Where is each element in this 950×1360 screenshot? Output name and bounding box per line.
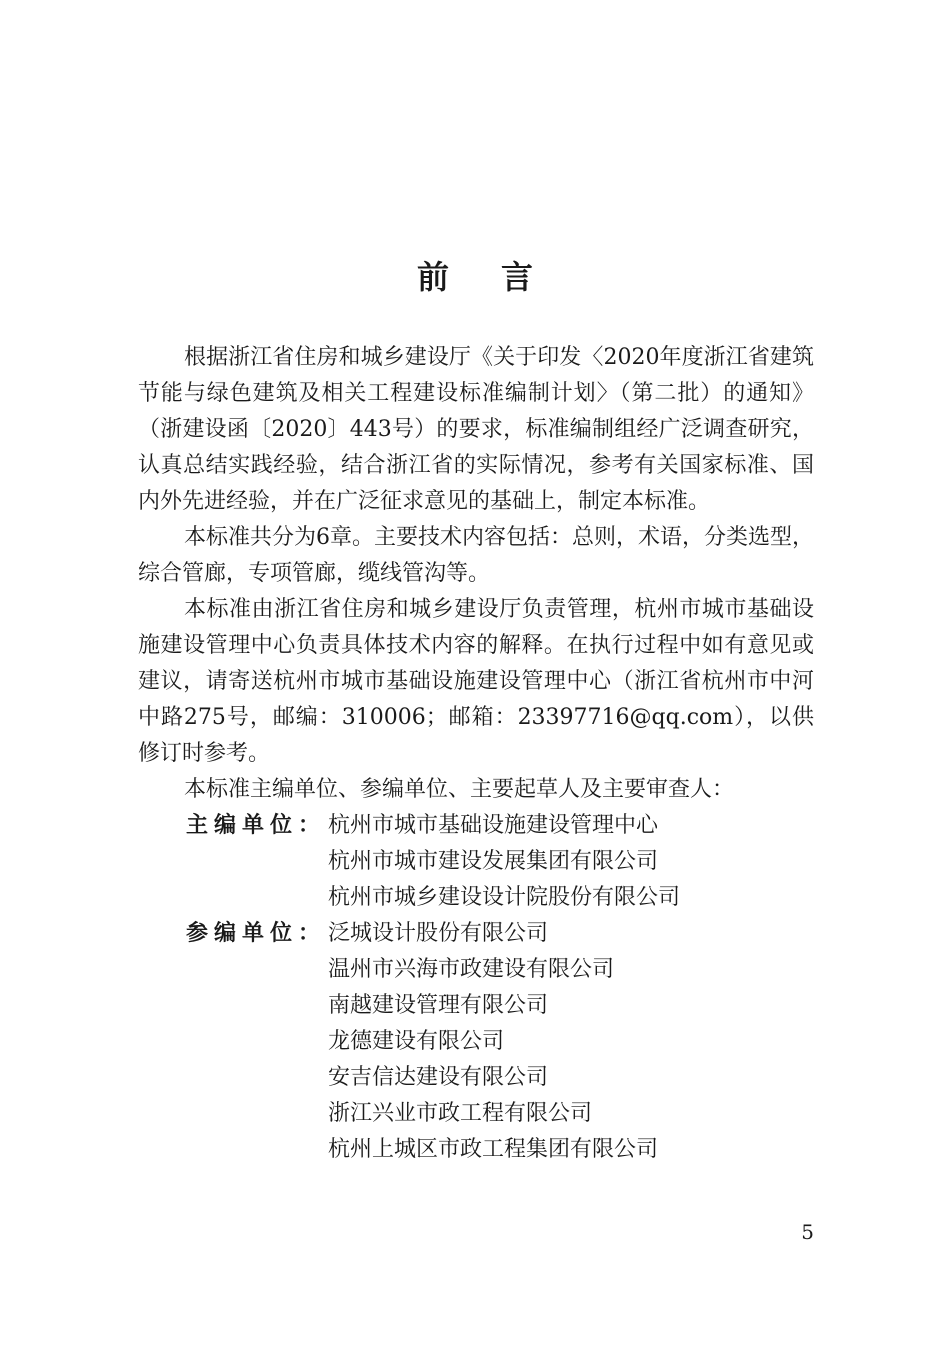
paragraph-contents: 本标准共分为6章。主要技术内容包括：总则，术语，分类选型，综合管廊，专项管廊，缆线管沟等。	[138, 525, 814, 586]
list-item: 杭州上城区市政工程集团有限公司	[328, 1137, 659, 1162]
list-item: 浙江兴业市政工程有限公司	[328, 1101, 593, 1126]
list-item: 杭州市城乡建设设计院股份有限公司	[328, 885, 681, 910]
page-title: 前言	[416, 258, 585, 297]
chief-units-group	[138, 808, 814, 916]
chief-units-list	[328, 808, 680, 916]
list-item: 杭州市城市基础设施建设管理中心	[328, 813, 659, 838]
paragraph-management: 本标准由浙江省住房和城乡建设厅负责管理，杭州市城市基础设施建设管理中心负责具体技术内容的解释。在执行过程中如有意见或建议，请寄送杭州市城市基础设施建设管理中心（浙江省杭州市中河中路275号，邮编：310006；邮箱：23397716@qq.com），以供修订时参考。	[138, 597, 814, 766]
preface-body	[138, 340, 814, 1168]
participating-units-list	[328, 916, 658, 1168]
list-item: 杭州市城市建设发展集团有限公司	[328, 849, 659, 874]
paragraph-basis: 根据浙江省住房和城乡建设厅《关于印发〈2020年度浙江省建筑节能与绿色建筑及相关工程建设标准编制计划〉（第二批）的通知》（浙建设函〔2020〕443号）的要求，标准编制组经广泛调查研究，认真总结实践经验，结合浙江省的实际情况，参考有关国家标准、国内外先进经验，并在广泛征求意见的基础上，制定本标准。	[138, 345, 814, 514]
paragraph-units-intro: 本标准主编单位、参编单位、主要起草人及主要审查人：	[184, 777, 735, 802]
list-item: 南越建设管理有限公司	[328, 993, 549, 1018]
list-item: 温州市兴海市政建设有限公司	[328, 957, 615, 982]
list-item: 龙德建设有限公司	[328, 1029, 505, 1054]
page-number: 5	[801, 1220, 814, 1244]
participating-units-label: 参编单位：	[186, 921, 327, 946]
units-section	[138, 808, 814, 1168]
list-item: 泛城设计股份有限公司	[328, 921, 549, 946]
list-item: 安吉信达建设有限公司	[328, 1065, 549, 1090]
chief-units-label: 主编单位：	[186, 813, 327, 838]
participating-units-group	[138, 916, 814, 1168]
